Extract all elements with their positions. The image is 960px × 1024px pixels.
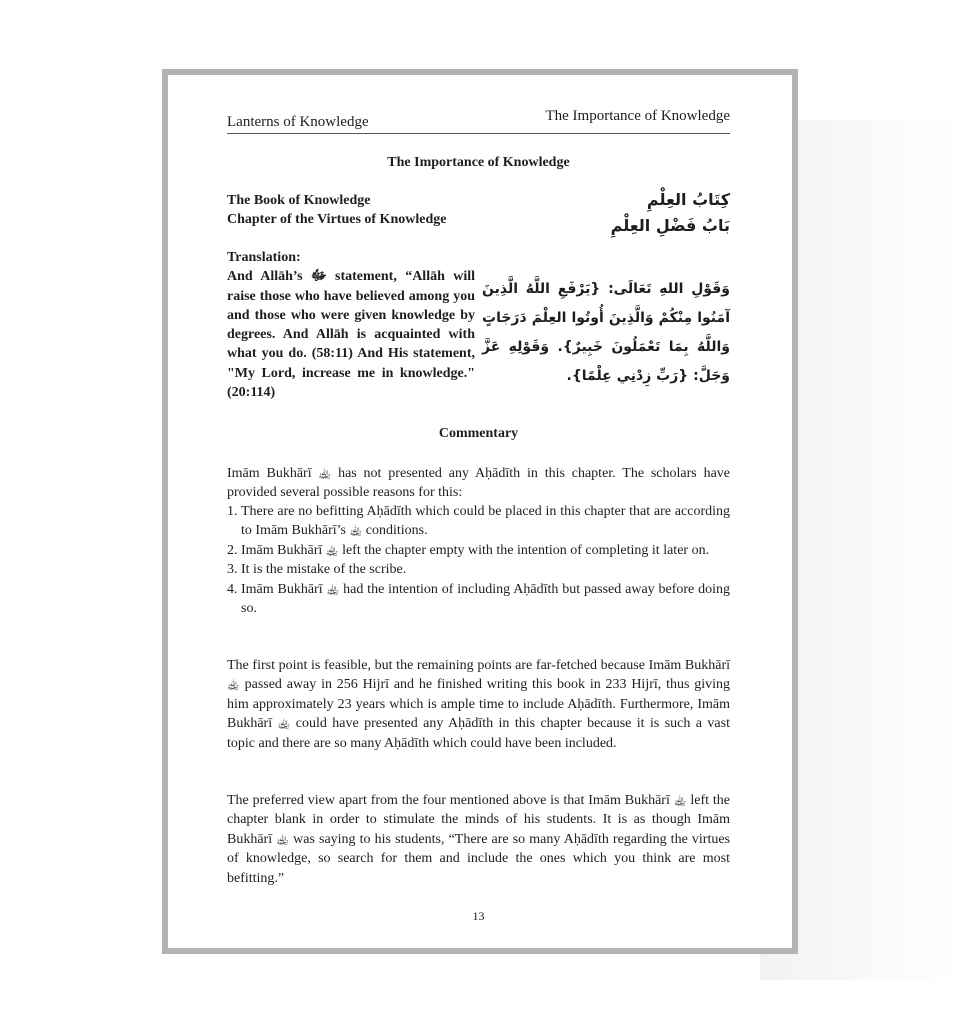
translation-text: And Allāh’s ﷻ statement, “Allāh will raise those who have believed among you and those who were given knowledge by degrees. And Allāh is acquainted with what you do. (58:11) And His statement, "My Lord, increase me in knowledge." (20:114) [227,269,475,401]
arabic-book-title: كِتَابُ العِلْمِ [646,190,730,209]
translation-block [227,248,475,402]
book-page [168,75,792,948]
list-text: Imām Bukhārī ﵀ had the intention of including Aḥādīth but passed away before doing so. [241,581,730,617]
list-item [227,580,730,619]
list-number: 1. [227,504,241,519]
header-book-title: Lanterns of Knowledge [227,114,369,130]
arabic-verse: وَقَوْلِ اللهِ تَعَالَى: {يَرْفَعِ اللَّهُ الَّذِينَ آمَنُوا مِنْكُمْ وَالَّذِينَ أُوتُوا العِلْمَ دَرَجَاتٍ وَاللَّهُ بِمَا تَعْمَلُونَ خَبِيرٌ}. وَقَوْلِهِ عَزَّ وَجَلَّ: {رَبِّ زِدْنِي عِلْمًا}. [482,281,730,384]
list-number: 2. [227,542,241,558]
book-page-frame [162,69,798,954]
chapter-title: Chapter of the Virtues of Knowledge [227,212,447,227]
running-header [227,108,730,134]
list-text: There are no befitting Aḥādīth which could be placed in this chapter that are according to Imām Bukhārī’s ﵀ conditions. [241,504,730,539]
commentary-heading: Commentary [438,426,519,441]
arabic-chapter-title: بَابُ فَضْلِ العِلْمِ [610,216,730,235]
list-item [227,502,730,541]
book-title: The Book of Knowledge [227,193,371,208]
chapter-heading: The Importance of Knowledge [387,155,570,170]
list-number: 3. [227,562,241,578]
header-chapter-title: The Importance of Knowledge [545,108,730,124]
list-item [227,560,730,579]
arabic-title-block [611,187,730,239]
list-number: 4. [227,581,241,597]
page-number: 13 [472,909,485,923]
list-text: Imām Bukhārī ﵀ left the chapter empty with the intention of completing it later on. [241,542,710,558]
translation-label: Translation: [227,250,301,265]
reasons-list [227,502,730,618]
commentary-paragraph-2: The first point is feasible, but the remaining points are far-fetched because Imām Bukhārī ﵀ passed away in 256 Hijrī and he finished writing this book in 233 Hijrī, thus giving him approximately 23 years which is ample time to include Aḥādīth. Furthermore, Imām Bukhārī ﵀ could have presented any Aḥādīth in this chapter because it is such a vast topic and there are so many Aḥādīth which could have been included. [227,658,730,751]
commentary-paragraph-3: The preferred view apart from the four mentioned above is that Imām Bukhārī ﵀ left the chapter blank in order to stimulate the minds of his students. It is as though Imām Bukhārī ﵀ was saying to his students, “There are so many Aḥādīth regarding the virtues of knowledge, so search for them and include the ones which you think are most befitting.” [227,793,730,886]
list-text: It is the mistake of the scribe. [241,562,407,578]
commentary-intro: Imām Bukhārī ﵀ has not presented any Aḥādīth in this chapter. The scholars have provided several possible reasons for this: [227,466,730,501]
list-item [227,541,730,560]
book-title-block [227,191,446,229]
